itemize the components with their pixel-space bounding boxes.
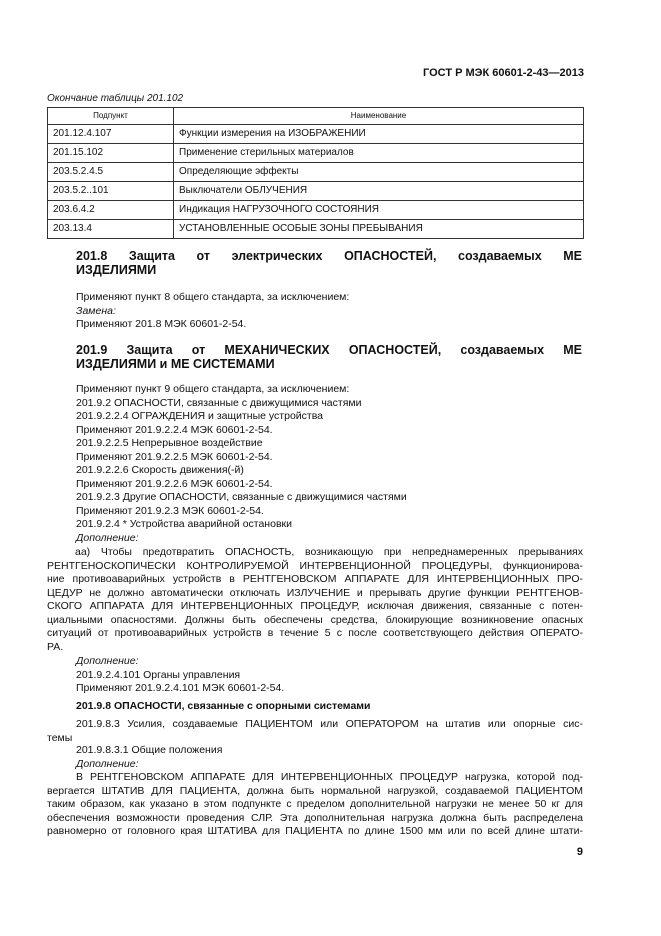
paragraph: 201.9.2.3 Другие ОПАСНОСТИ, связанные с движущимися частями xyxy=(76,491,407,503)
table-header-row xyxy=(48,108,584,125)
heading-line: 201.9 Защита от МЕХАНИЧЕСКИХ ОПАСНОСТЕЙ, создаваемых МЕ xyxy=(76,343,582,357)
paragraph: Применяют 201.8 МЭК 60601-2-54. xyxy=(76,318,247,330)
subsection-heading-201-9-8: 201.9.8 ОПАСНОСТИ, связанные с опорными системами xyxy=(76,700,371,712)
section-body-201-8 xyxy=(76,291,582,332)
heading-line: 201.8 Защита от электрических ОПАСНОСТЕЙ, создаваемых МЕ xyxy=(76,249,582,263)
paragraph: 201.9.8.3.1 Общие положения xyxy=(76,744,223,756)
table-row xyxy=(48,163,584,182)
table-row xyxy=(48,201,584,220)
paragraph-201-9-8-3 xyxy=(47,718,583,745)
table-caption: Окончание таблицы 201.102 xyxy=(47,93,184,104)
paragraph: 201.9.2.4 * Устройства аварийной остановки xyxy=(76,518,292,530)
paragraph-aa xyxy=(47,546,583,654)
paragraph-line: циальными опасностями. Должны быть обеспечены средства, блокирующие возникновение опасных xyxy=(47,613,583,626)
reference-table xyxy=(47,107,584,239)
table-cell-name: Функции измерения на ИЗОБРАЖЕНИИ xyxy=(174,125,584,144)
paragraph-line: темы xyxy=(47,731,73,744)
column-header-name: Наименование xyxy=(174,108,584,125)
paragraph: Применяют пункт 8 общего стандарта, за исключением: xyxy=(76,291,350,303)
paragraph: 201.9.2 ОПАСНОСТИ, связанные с движущимися частями xyxy=(76,396,362,409)
paragraph: 201.9.2.2.6 Скорость движения(-й) xyxy=(76,464,244,476)
addition-label: Дополнение: xyxy=(76,531,139,544)
paragraph-line: В РЕНТГЕНОВСКОМ АППАРАТЕ ДЛЯ ИНТЕРВЕНЦИОННЫХ ПРОЦЕДУР нагрузка, которой под- xyxy=(76,771,583,783)
paragraph-line: равномерно от головного края ШТАТИВА для ПАЦИЕНТА по длине 1500 мм или по всей длине штати- xyxy=(47,825,583,837)
paragraph-line: обеспечения возможности проведения СЛР. Эта дополнительная нагрузка должна быть распределена xyxy=(47,811,583,824)
addition-label: Дополнение: xyxy=(76,757,139,770)
table-row xyxy=(48,125,584,144)
table-cell-name: Определяющие эффекты xyxy=(174,163,584,182)
table-row xyxy=(48,220,584,239)
paragraph: Применяют 201.9.2.2.6 МЭК 60601-2-54. xyxy=(76,477,273,490)
table-cell-subclause: 203.5.2..101 xyxy=(48,182,174,201)
heading-line: ИЗДЕЛИЯМИ xyxy=(76,263,157,277)
paragraph-line: вергается ШТАТИВ ДЛЯ ПАЦИЕНТА, должна быть нормальной нагрузкой, создаваемой ПАЦИЕНТОМ xyxy=(47,784,583,797)
page-number: 9 xyxy=(576,846,583,858)
paragraph-line: СКОГО АППАРАТА ДЛЯ ИНТЕРВЕНЦИОННЫХ ПРОЦЕДУР, исключая движения, связанные с потен- xyxy=(47,600,583,612)
table-cell-name: Индикация НАГРУЗОЧНОГО СОСТОЯНИЯ xyxy=(174,201,584,220)
section-body-201-9 xyxy=(76,383,582,545)
paragraph: Применяют 201.9.2.3 МЭК 60601-2-54. xyxy=(76,504,264,517)
paragraph-line: ние противоаварийных устройств в РЕНТГЕНОВСКОМ АППАРАТЕ ДЛЯ ИНТЕРВЕНЦИОННЫХ ПРО- xyxy=(47,573,583,585)
paragraph: 201.9.2.2.4 ОГРАЖДЕНИЯ и защитные устройства xyxy=(76,410,324,422)
table-row xyxy=(48,182,584,201)
paragraph-line: 201.9.8.3 Усилия, создаваемые ПАЦИЕНТОМ или ОПЕРАТОРОМ на штатив или опорные сис- xyxy=(76,718,583,730)
section-heading-201-8 xyxy=(76,249,582,277)
paragraph-201-9-8-body xyxy=(47,771,583,839)
section-heading-201-9 xyxy=(76,343,582,371)
table-cell-subclause: 203.6.4.2 xyxy=(48,201,174,220)
table-cell-name: Выключатели ОБЛУЧЕНИЯ xyxy=(174,182,584,201)
paragraph: Применяют 201.9.2.2.4 МЭК 60601-2-54. xyxy=(76,423,273,436)
table-cell-name: УСТАНОВЛЕННЫЕ ОСОБЫЕ ЗОНЫ ПРЕБЫВАНИЯ xyxy=(174,220,584,239)
table-cell-subclause: 201.15.102 xyxy=(48,144,174,163)
heading-line: ИЗДЕЛИЯМИ и МЕ СИСТЕМАМИ xyxy=(76,357,275,371)
paragraph-line: РА. xyxy=(47,640,64,653)
table-cell-name: Применение стерильных материалов xyxy=(174,144,584,163)
paragraph-line: аа) Чтобы предотвратить ОПАСНОСТЬ, возникающую при непреднамеренных прерываниях xyxy=(75,546,583,558)
paragraph-line: таким образом, как указано в этом подпункте с пределом дополнительной нагрузки не менее 50 кг для xyxy=(47,798,583,810)
paragraph: Применяют пункт 9 общего стандарта, за исключением: xyxy=(76,383,350,395)
table-cell-subclause: 203.5.2.4.5 xyxy=(48,163,174,182)
standard-header: ГОСТ Р МЭК 60601-2-43—2013 xyxy=(423,67,584,79)
table-cell-subclause: 203.13.4 xyxy=(48,220,174,239)
replacement-label: Замена: xyxy=(76,304,116,317)
paragraph: Применяют 201.9.2.4.101 МЭК 60601-2-54. xyxy=(76,682,285,694)
table-cell-subclause: 201.12.4.107 xyxy=(48,125,174,144)
section-body-201-9-2-4-101 xyxy=(76,655,582,696)
table-row xyxy=(48,144,584,163)
paragraph: Применяют 201.9.2.2.5 МЭК 60601-2-54. xyxy=(76,450,273,463)
section-body-201-9-8-3-1 xyxy=(76,744,582,771)
paragraph-line: ЦЕДУР не должно автоматически отключать ИЗЛУЧЕНИЕ и прерывать другие функции РЕНТГЕНОВ- xyxy=(47,586,583,599)
paragraph: 201.9.2.4.101 Органы управления xyxy=(76,668,241,681)
column-header-subclause: Подпункт xyxy=(48,108,174,125)
paragraph-line: ситуаций от противоаварийных устройств в течение 5 с после соответствующего действия ОПЕРАТО- xyxy=(47,627,583,639)
addition-label: Дополнение: xyxy=(76,655,139,667)
paragraph-line: РЕНТГЕНОСКОПИЧЕСКИ КОНТРОЛИРУЕМОЙ ИНТЕРВЕНЦИОННОЙ ПРОЦЕДУРЫ, функционирова- xyxy=(47,559,583,572)
paragraph: 201.9.2.2.5 Непрерывное воздействие xyxy=(76,437,263,449)
